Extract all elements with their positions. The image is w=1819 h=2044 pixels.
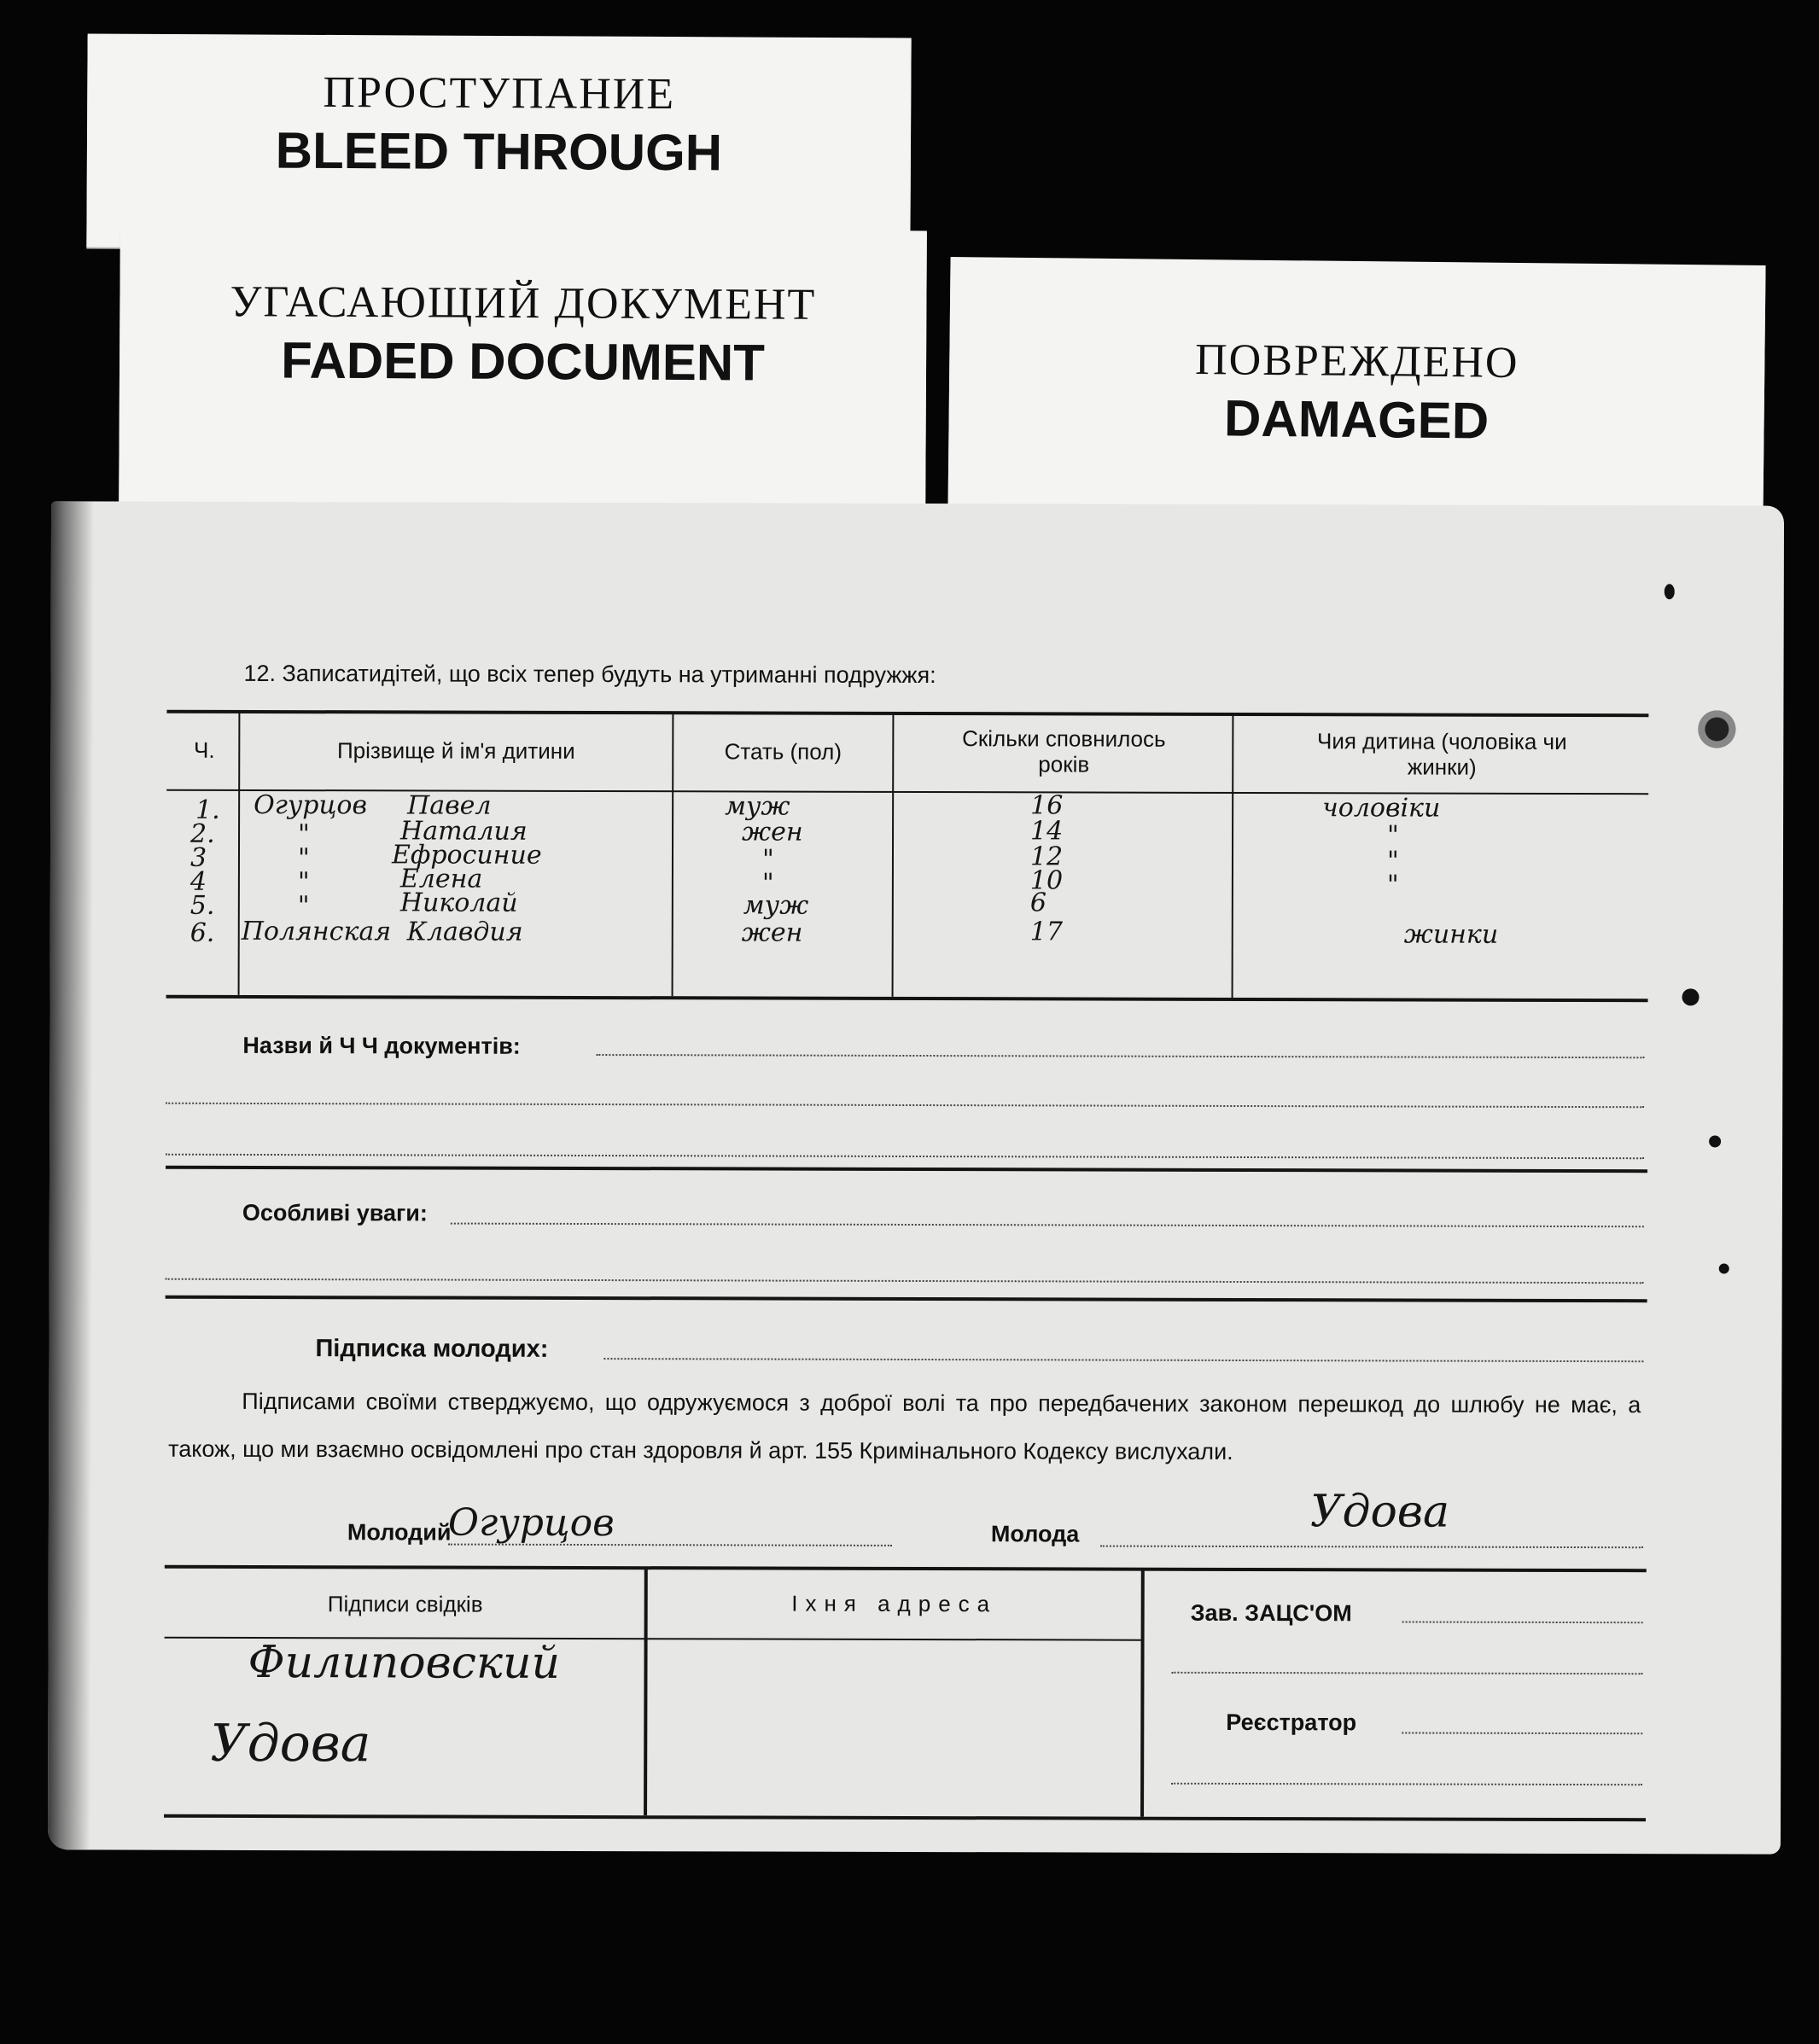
table-top-border — [166, 710, 1648, 718]
declaration-text: Підписами своїми стверджуємо, що одружуємося з доброї волі та про передбачених законом перешкод до шлюбу не має, а також, що ми взаємно освідомлені про стан здоровля й арт. 155 Кримінального Кодексу вислухали. — [168, 1388, 1641, 1465]
col-header-whose: Чия дитина (чоловіка чи жинки) — [1316, 728, 1567, 780]
ink-spot — [1665, 584, 1675, 599]
marriage-record-form — [48, 501, 1784, 1854]
row-whose: " — [1387, 820, 1399, 851]
damaged-en: DAMAGED — [1223, 389, 1490, 450]
row-given-name: Павел — [407, 790, 492, 821]
groom-line — [448, 1544, 892, 1546]
col-header-age: Скільки сповнилось років — [962, 725, 1166, 777]
row-surname: " — [297, 843, 310, 874]
row-given-name: Клавдия — [406, 917, 523, 947]
row-sex: жен — [742, 817, 803, 847]
bottom-col-divider — [1140, 1569, 1145, 1817]
bleed-through-en: BLEED THROUGH — [275, 121, 723, 182]
col-header-name: Прізвище й ім'я дитини — [336, 737, 575, 764]
row-sex: " — [761, 868, 774, 899]
notes-line — [451, 1223, 1644, 1228]
bottom-block-bottom — [164, 1814, 1646, 1822]
documents-line — [596, 1054, 1644, 1058]
row-whose: чоловіки — [1322, 793, 1441, 824]
row-whose: " — [1386, 846, 1399, 876]
damage-hole — [1698, 710, 1735, 748]
row-num: 2. — [190, 818, 215, 849]
address-header: Іхня адреса — [791, 1590, 998, 1617]
row-age: 10 — [1029, 865, 1064, 896]
section-divider — [166, 1296, 1647, 1303]
signature-section-label: Підписка молодих: — [315, 1335, 549, 1363]
row-sex: муж — [725, 791, 790, 822]
row-whose: " — [1386, 870, 1399, 900]
groom-signature: Огурцов — [447, 1500, 615, 1546]
col-header-num: Ч. — [193, 737, 215, 763]
row-num: 6. — [189, 917, 215, 948]
documents-label: Назви й Ч Ч документів: — [242, 1032, 521, 1059]
documents-line — [166, 1103, 1644, 1109]
row-surname: " — [297, 867, 310, 898]
table-bottom-border — [166, 995, 1648, 1003]
signature-section-line — [603, 1358, 1643, 1362]
row-age: 12 — [1029, 841, 1064, 872]
row-age: 16 — [1030, 790, 1064, 821]
bottom-block-top — [165, 1565, 1647, 1573]
witness-signature-2: Удова — [210, 1713, 371, 1774]
bride-label: Молода — [990, 1521, 1080, 1547]
row-num: 3 — [189, 842, 207, 873]
groom-label: Молодий — [347, 1519, 452, 1546]
row-sex: жен — [741, 917, 803, 948]
row-whose: жинки — [1403, 919, 1499, 950]
bleed-through-ru: ПРОСТУПАНИЕ — [323, 67, 676, 119]
ink-spot — [1709, 1135, 1721, 1147]
registry-head-label: Зав. ЗАЦС'ОМ — [1190, 1599, 1352, 1627]
registry-head-line — [1171, 1672, 1642, 1674]
row-surname: " — [297, 891, 310, 922]
bride-signature: Удова — [1309, 1486, 1450, 1538]
documents-line — [166, 1154, 1644, 1160]
bleed-through-label — [86, 33, 911, 251]
row-age: 17 — [1029, 917, 1063, 947]
ink-spot — [1682, 988, 1699, 1005]
col-header-sex: Стать (пол) — [724, 738, 842, 765]
registry-head-line — [1402, 1621, 1643, 1623]
ink-spot — [1719, 1263, 1729, 1273]
row-sex: " — [761, 844, 774, 875]
row-given-name: Николай — [399, 888, 518, 918]
row-given-name: Елена — [399, 864, 483, 894]
row-given-name: Ефросиние — [391, 840, 542, 871]
witnesses-header: Підписи свідків — [327, 1591, 483, 1617]
faded-document-ru: УГАСАЮЩИЙ ДОКУМЕНТ — [230, 277, 817, 329]
bride-line — [1100, 1546, 1643, 1549]
registrar-line — [1402, 1732, 1642, 1734]
damaged-label — [947, 257, 1765, 521]
registrar-line — [1171, 1783, 1642, 1785]
row-surname: Полянская — [241, 916, 392, 947]
row-sex: муж — [743, 890, 809, 921]
row-surname: " — [298, 819, 310, 850]
children-section-title: 12. Записатидітей, що всіх тепер будуть на утриманні подружжя: — [243, 660, 936, 689]
notes-line — [166, 1278, 1644, 1284]
section-divider — [166, 1166, 1647, 1173]
row-age: 14 — [1030, 816, 1064, 847]
notes-label: Особливі уваги: — [242, 1199, 428, 1226]
registrar-label: Реєстратор — [1226, 1709, 1357, 1736]
row-given-name: Наталия — [400, 816, 528, 847]
faded-document-label — [119, 227, 927, 521]
row-num: 4 — [189, 866, 207, 897]
row-age: 6 — [1029, 888, 1047, 918]
witness-signature-1: Филиповский — [248, 1636, 561, 1689]
row-surname: Огурцов — [254, 789, 368, 821]
damaged-ru: ПОВРЕЖДЕНО — [1194, 335, 1519, 387]
faded-document-en: FADED DOCUMENT — [281, 331, 766, 392]
row-num: 1. — [195, 795, 220, 825]
row-num: 5. — [189, 890, 215, 921]
